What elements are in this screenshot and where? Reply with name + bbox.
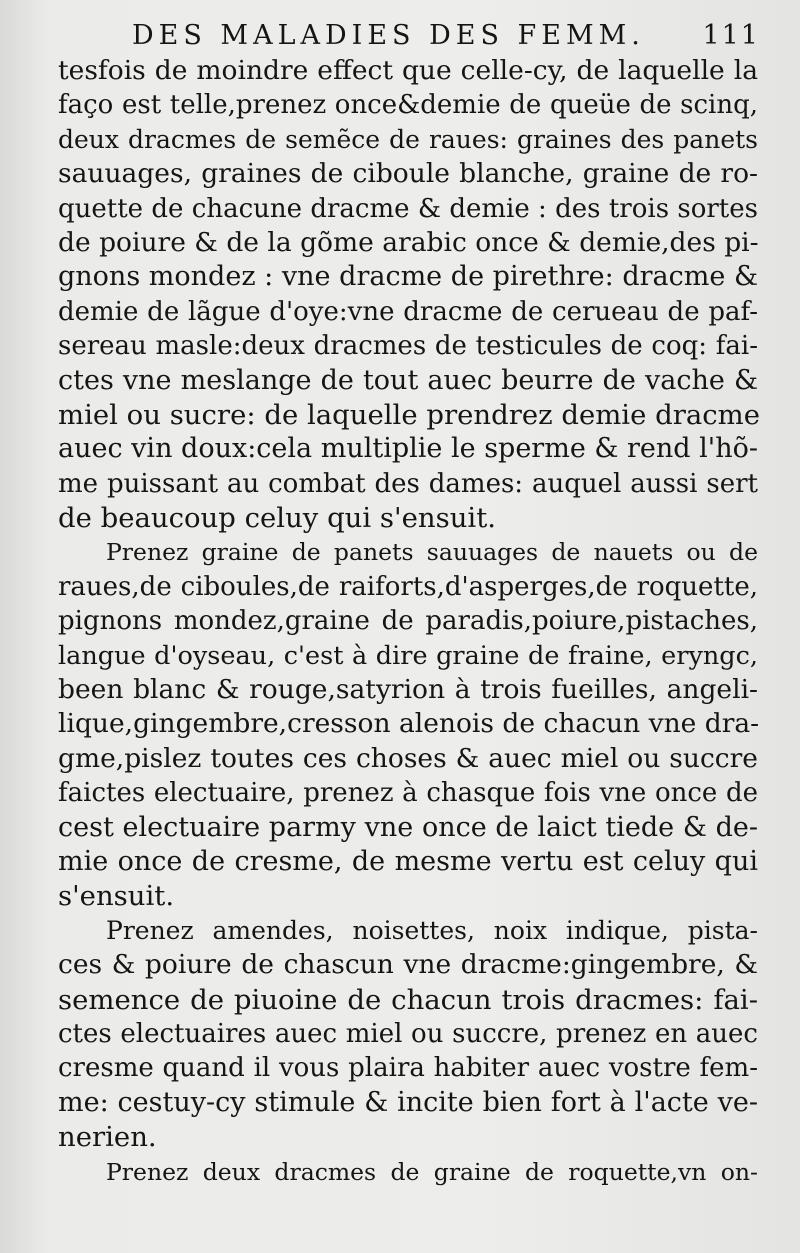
text-line: s'ensuit. xyxy=(58,880,175,913)
text-line: langue d'oyseau, c'est à dire graine de fraine, eryngc, xyxy=(58,640,758,671)
text-line: raues,de ciboules,de raiforts,d'asperges,de roquette, xyxy=(58,571,758,602)
text-line: deux dracmes de semẽce de raues: graines des panets xyxy=(58,124,758,154)
text-line: sereau masle:deux dracmes de testicules de coq: fai- xyxy=(58,331,758,362)
paragraph xyxy=(58,1155,758,1189)
paragraph xyxy=(58,914,758,1155)
text-line: me puissant au combat des dames: auquel aussi sert xyxy=(58,468,758,499)
text-line: been blanc & rouge,satyrion à trois fueilles, angeli- xyxy=(58,674,758,706)
text-line: me: cestuy-cy stimule & incite bien fort à l'acte ve- xyxy=(58,1086,758,1118)
text-line: cest electuaire parmy vne once de laict tiede & de- xyxy=(58,811,758,843)
page-number: 111 xyxy=(702,20,760,51)
paragraph xyxy=(58,54,761,535)
text-body xyxy=(58,54,761,1189)
text-line: miel ou sucre: de laquelle prendrez demie dracme xyxy=(58,398,761,431)
text-line: nerien. xyxy=(58,1121,157,1154)
text-line: faictes electuaire, prenez à chasque fois vne once de xyxy=(58,778,758,809)
text-line: auec vin doux:cela multiplie le sperme & rend l'hõ- xyxy=(58,433,758,465)
text-line: Prenez graine de panets sauuages de nauets ou de xyxy=(106,538,758,567)
text-line: quette de chacune dracme & demie : des trois sortes xyxy=(58,193,758,224)
text-line: pignons mondez,graine de paradis,poiure,pistaches, xyxy=(58,606,758,637)
text-line: gme,pislez toutes ces choses & auec miel ou succre xyxy=(58,742,758,774)
text-line: mie once de cresme, de mesme vertu est celuy qui xyxy=(58,845,758,877)
text-line: demie de lãgue d'oye:vne dracme de cerueau de paf- xyxy=(58,296,758,327)
text-line: gnons mondez : vne dracme de pirethre: dracme & xyxy=(58,261,758,293)
text-line: sauuages, graines de ciboule blanche, graine de ro- xyxy=(58,158,758,190)
text-line: ctes vne meslange de tout auec beurre de vache & xyxy=(58,364,758,396)
text-line: semence de piuoine de chacun trois dracmes: fai- xyxy=(58,983,758,1016)
running-head: DES MALADIES DES FEMM. xyxy=(132,20,645,51)
paragraph xyxy=(58,535,758,913)
text-line: de poiure & de la gõme arabic once & demie,des pi- xyxy=(58,226,759,258)
text-line: ces & poiure de chascun vne dracme:gingembre, & xyxy=(58,949,758,981)
text-line: de beaucoup celuy qui s'ensuit. xyxy=(58,502,496,535)
text-line: ctes electuaires auec miel ou succre, prenez en auec xyxy=(58,1018,758,1049)
text-line: Prenez deux dracmes de graine de roquette,vn on- xyxy=(106,1157,758,1186)
text-line: cresme quand il vous plaira habiter auec vostre fem- xyxy=(58,1053,758,1084)
text-line: tesfois de moindre effect que celle-cy, de laquelle la xyxy=(58,55,758,86)
text-line: Prenez amendes, noisettes, noix indique, pista- xyxy=(106,915,758,945)
text-line: faço est telle,prenez once&demie de queüe de scinq, xyxy=(58,90,758,121)
text-line: lique,gingembre,cresson alenois de chacun vne dra- xyxy=(58,708,760,740)
